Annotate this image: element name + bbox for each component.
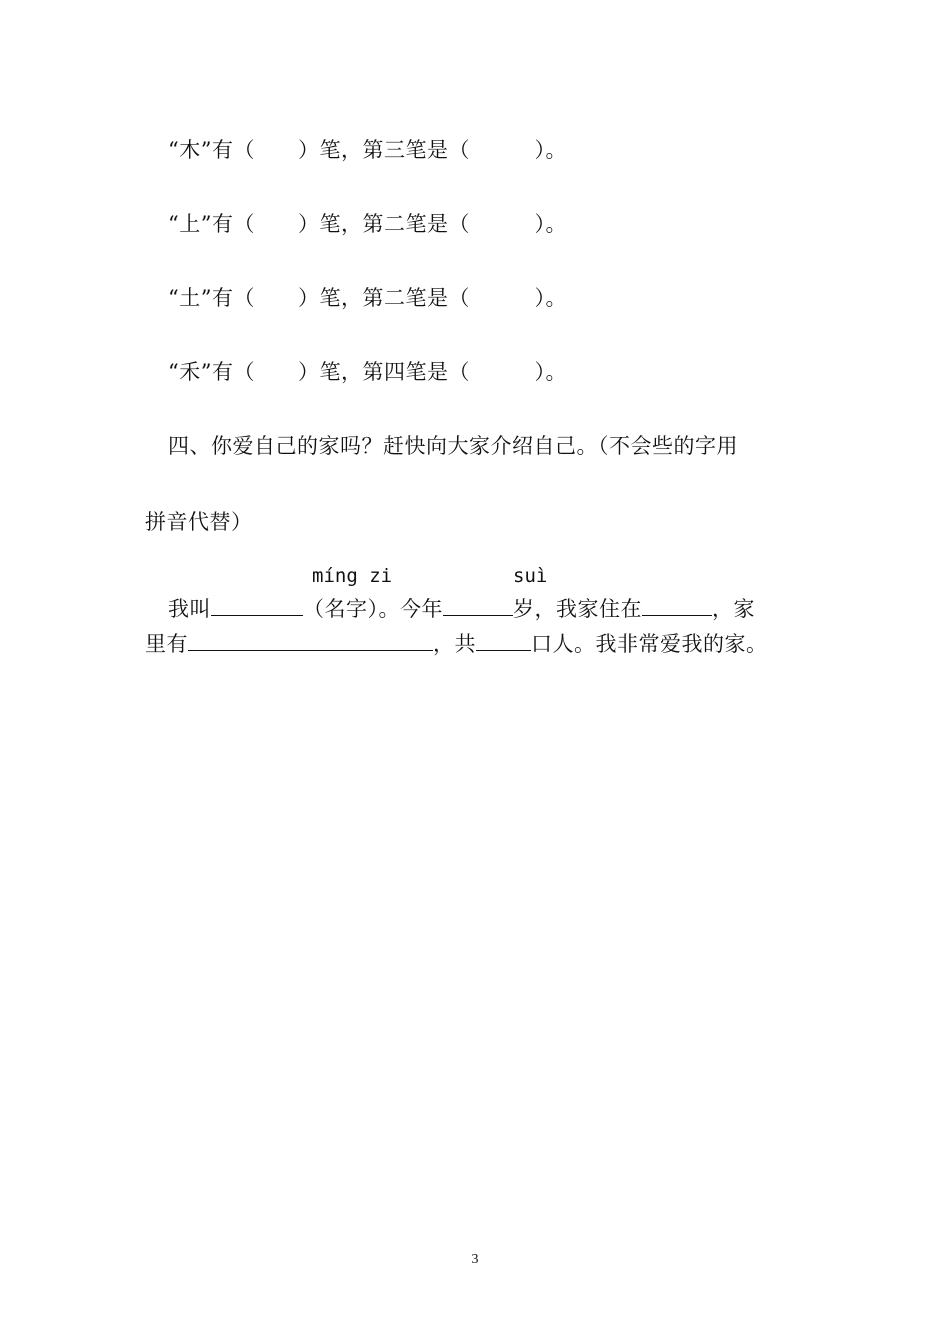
fill-line-2: [145, 630, 768, 657]
blank-age[interactable]: [443, 595, 513, 616]
fill-line-1: [168, 595, 755, 622]
stroke-question-shang: “上”有（ ）笔，第二笔是（ ）。: [168, 212, 567, 236]
stroke-question-tu: “土”有（ ）笔，第二笔是（ ）。: [168, 286, 567, 310]
blank-family-members[interactable]: [188, 630, 433, 651]
text-jia: ，家: [712, 597, 755, 621]
blank-family-count[interactable]: [476, 630, 531, 651]
blank-address[interactable]: [642, 595, 712, 616]
page-number: 3: [471, 1252, 479, 1267]
text-mingzi-jinnian: （名字）。今年: [303, 597, 443, 621]
stroke-question-he: “禾”有（ ）笔，第四笔是（ ）。: [168, 360, 567, 384]
pinyin-mingzi: míng zi: [312, 565, 393, 587]
section-four-title: 四、你爱自己的家吗？赶快向大家介绍自己。（不会些的字用: [168, 434, 738, 458]
text-gong: ，共: [433, 632, 476, 656]
blank-name[interactable]: [211, 595, 303, 616]
stroke-question-mu: “木”有（ ）笔，第三笔是（ ）。: [168, 138, 567, 162]
text-sui-jiazhuzai: 岁，我家住在: [513, 597, 642, 621]
section-four-title-cont: 拼音代替）: [145, 510, 253, 534]
text-liyou: 里有: [145, 632, 188, 656]
pinyin-sui: suì: [513, 565, 548, 587]
text-wojiao: 我叫: [168, 597, 211, 621]
text-kouren: 口人。我非常爱我的家。: [531, 632, 768, 656]
